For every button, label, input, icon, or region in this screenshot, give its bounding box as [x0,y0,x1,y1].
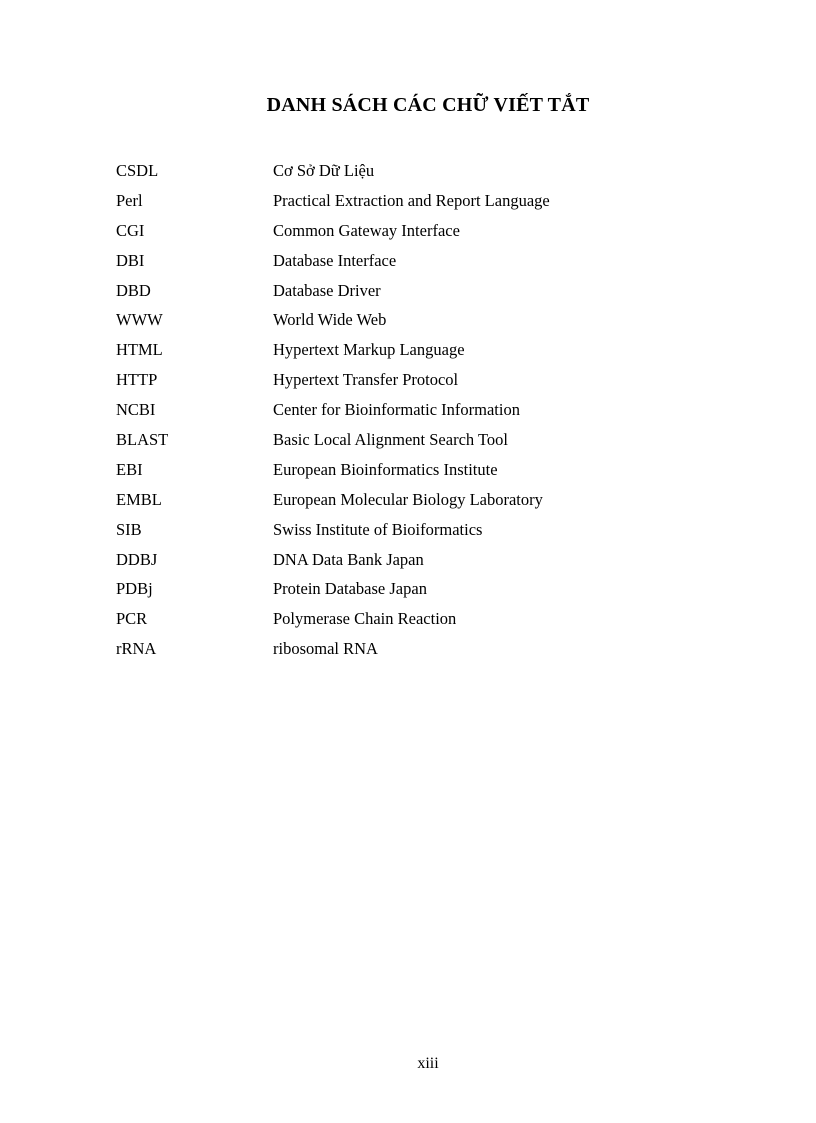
abbreviation-definition: Basic Local Alignment Search Tool [273,430,508,450]
abbreviation-term: SIB [116,519,142,539]
abbreviation-row [116,489,736,519]
abbreviation-term: CSDL [116,161,159,180]
abbreviation-row [116,399,736,429]
abbreviation-row [116,578,736,608]
abbreviation-definition: Database Interface [273,250,397,270]
page-title: DANH SÁCH CÁC CHỮ VIẾT TẮT [266,94,590,116]
abbreviation-term: PCR [116,609,148,629]
abbreviation-term: EBI [116,459,143,479]
abbreviation-row [116,160,736,190]
abbreviation-definition: Database Driver [273,280,381,300]
abbreviation-definition: World Wide Web [273,310,387,330]
abbreviation-row [116,339,736,369]
abbreviation-term: EMBL [116,489,162,509]
abbreviation-term: HTTP [116,370,158,390]
abbreviation-definition: European Bioinformatics Institute [273,459,498,479]
abbreviation-definition: Hypertext Transfer Protocol [273,370,459,390]
abbreviation-term: BLAST [116,430,169,450]
abbreviation-list [116,160,736,668]
abbreviation-row [116,549,736,579]
abbreviation-term: NCBI [116,400,156,420]
abbreviation-row [116,280,736,310]
abbreviation-definition: Hypertext Markup Language [273,340,465,360]
abbreviation-term: rRNA [116,639,157,659]
abbreviation-term: DDBJ [116,549,158,569]
abbreviation-definition: Common Gateway Interface [273,220,460,240]
abbreviation-row [116,638,736,668]
abbreviation-term: DBI [116,250,145,270]
abbreviation-definition: Cơ Sở Dữ Liệu [273,161,375,180]
abbreviation-term: Perl [116,190,143,210]
abbreviation-row [116,369,736,399]
abbreviation-definition: ribosomal RNA [273,639,378,659]
abbreviation-row [116,250,736,280]
abbreviation-row [116,429,736,459]
abbreviation-term: WWW [116,310,163,330]
abbreviation-definition: Protein Database Japan [273,579,427,599]
abbreviation-definition: Polymerase Chain Reaction [273,609,457,629]
page-number: xiii [417,1055,439,1072]
abbreviation-row [116,459,736,489]
abbreviation-definition: Practical Extraction and Report Language [273,190,550,210]
abbreviation-row [116,608,736,638]
abbreviation-row [116,220,736,250]
abbreviation-definition: European Molecular Biology Laboratory [273,489,543,509]
abbreviation-definition: DNA Data Bank Japan [273,549,424,569]
abbreviation-definition: Swiss Institute of Bioiformatics [273,519,483,539]
abbreviation-definition: Center for Bioinformatic Information [273,400,520,420]
abbreviation-row [116,190,736,220]
abbreviation-term: HTML [116,340,163,360]
abbreviation-row [116,309,736,339]
abbreviation-term: DBD [116,280,151,300]
abbreviation-row [116,519,736,549]
abbreviation-term: CGI [116,220,145,240]
abbreviation-term: PDBj [116,579,153,599]
